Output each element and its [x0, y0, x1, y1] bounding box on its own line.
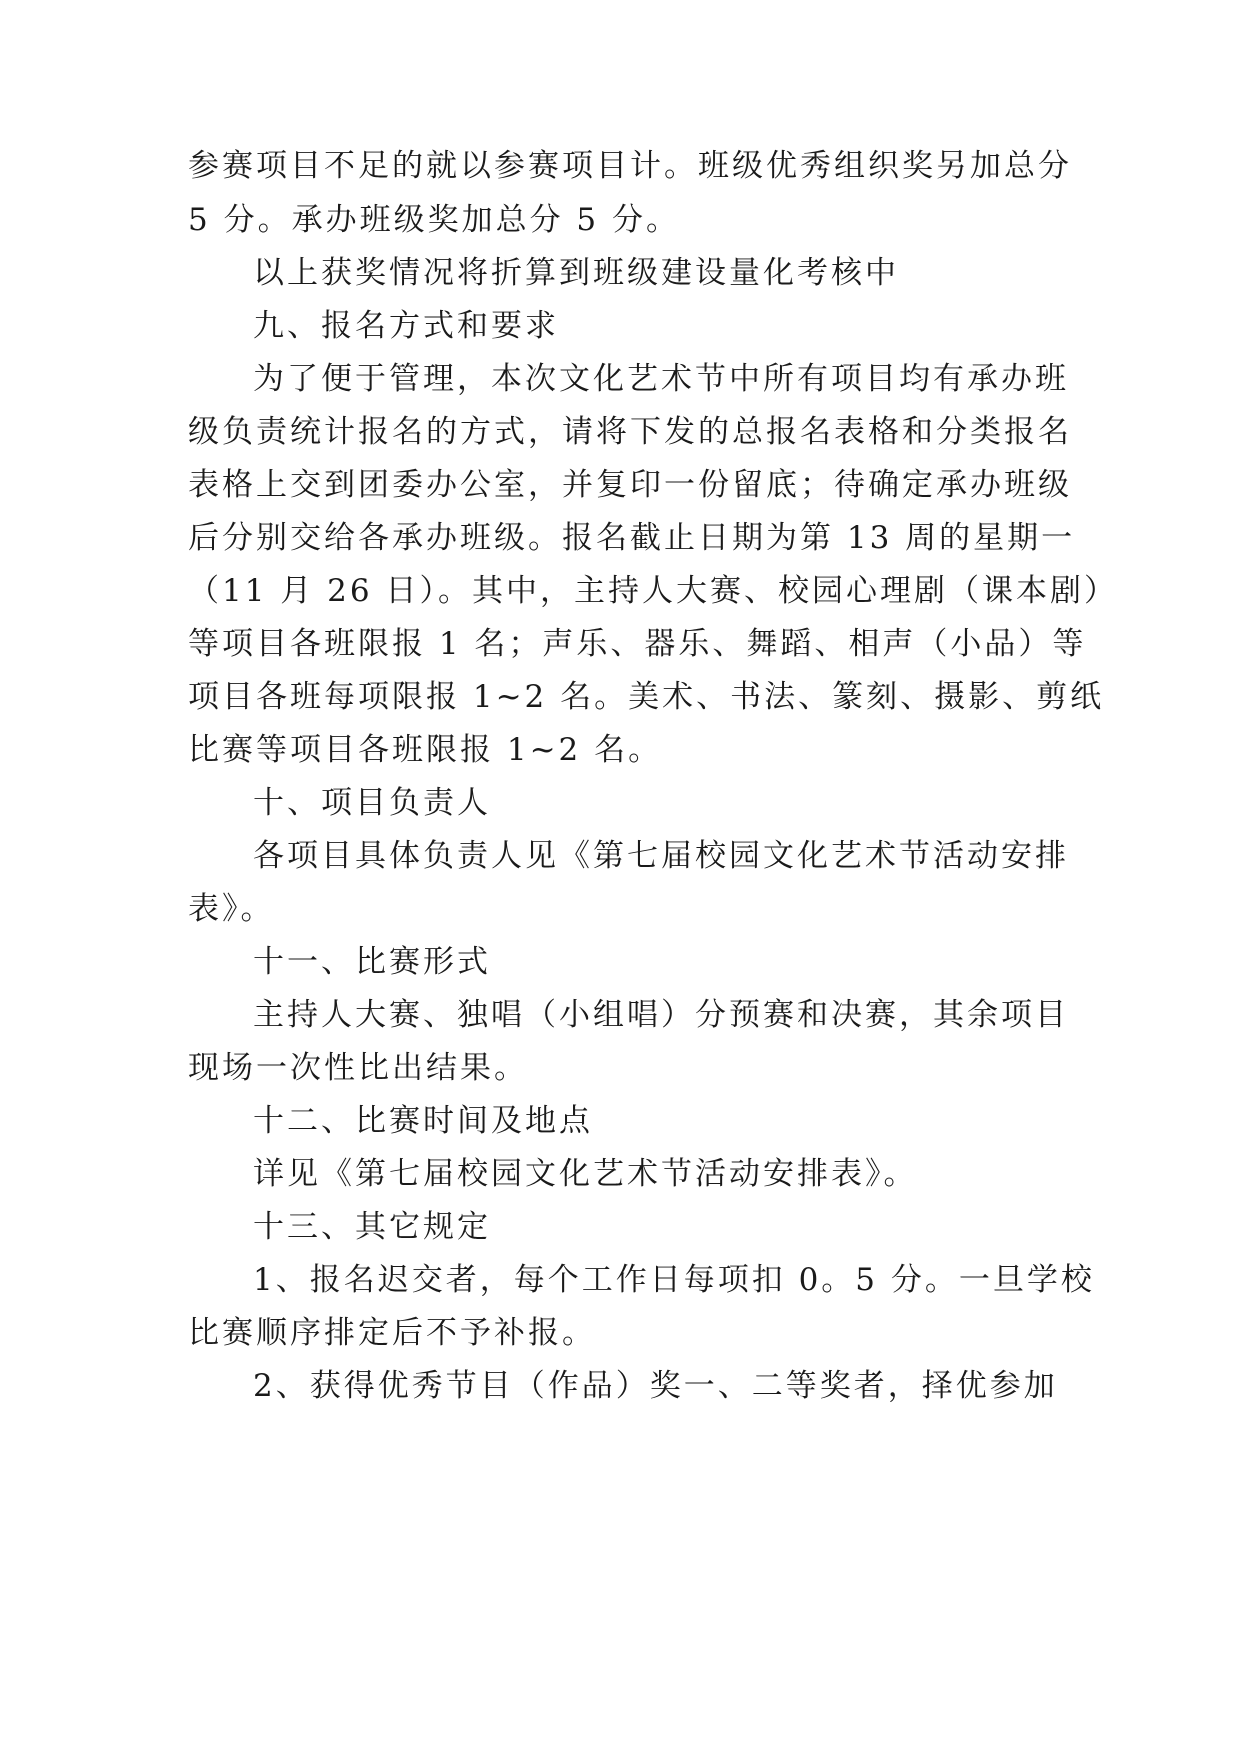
text-line: 以上获奖情况将折算到班级建设量化考核中: [253, 255, 899, 291]
section-heading: 十、项目负责人: [253, 785, 491, 821]
text-line: 现场一次性比出结果。: [188, 1050, 528, 1086]
text-line: 后分别交给各承办班级。报名截止日期为第 13 周的星期一: [188, 520, 1076, 556]
text-line: 参赛项目不足的就以参赛项目计。班级优秀组织奖另加总分: [188, 148, 1072, 184]
text-line: 详见《第七届校园文化艺术节活动安排表》。: [253, 1156, 918, 1192]
text-line: 1、报名迟交者，每个工作日每项扣 0。5 分。一旦学校: [253, 1262, 1095, 1298]
section-heading: 十二、比赛时间及地点: [253, 1103, 593, 1139]
text-line: 表》。: [188, 891, 275, 927]
text-line: 等项目各班限报 1 名；声乐、器乐、舞蹈、相声（小品）等: [188, 626, 1087, 662]
text-line: 5 分。承办班级奖加总分 5 分。: [188, 202, 681, 238]
text-line: （11 月 26 日）。其中，主持人大赛、校园心理剧（课本剧）: [188, 573, 1118, 609]
text-line: 各项目具体负责人见《第七届校园文化艺术节活动安排: [253, 838, 1069, 874]
text-line: 表格上交到团委办公室，并复印一份留底；待确定承办班级: [188, 467, 1072, 503]
text-line: 为了便于管理，本次文化艺术节中所有项目均有承办班: [253, 361, 1069, 397]
text-line: 2、获得优秀节目（作品）奖一、二等奖者，择优参加: [253, 1368, 1058, 1404]
text-line: 级负责统计报名的方式，请将下发的总报名表格和分类报名: [188, 414, 1072, 450]
text-line: 比赛顺序排定后不予补报。: [188, 1315, 596, 1351]
section-heading: 十三、其它规定: [253, 1209, 491, 1245]
text-line: 比赛等项目各班限报 1~2 名。: [188, 732, 663, 768]
section-heading: 九、报名方式和要求: [253, 308, 559, 344]
text-line: 项目各班每项限报 1~2 名。美术、书法、篆刻、摄影、剪纸: [188, 679, 1105, 715]
section-heading: 十一、比赛形式: [253, 944, 491, 980]
text-line: 主持人大赛、独唱（小组唱）分预赛和决赛，其余项目: [253, 997, 1069, 1033]
